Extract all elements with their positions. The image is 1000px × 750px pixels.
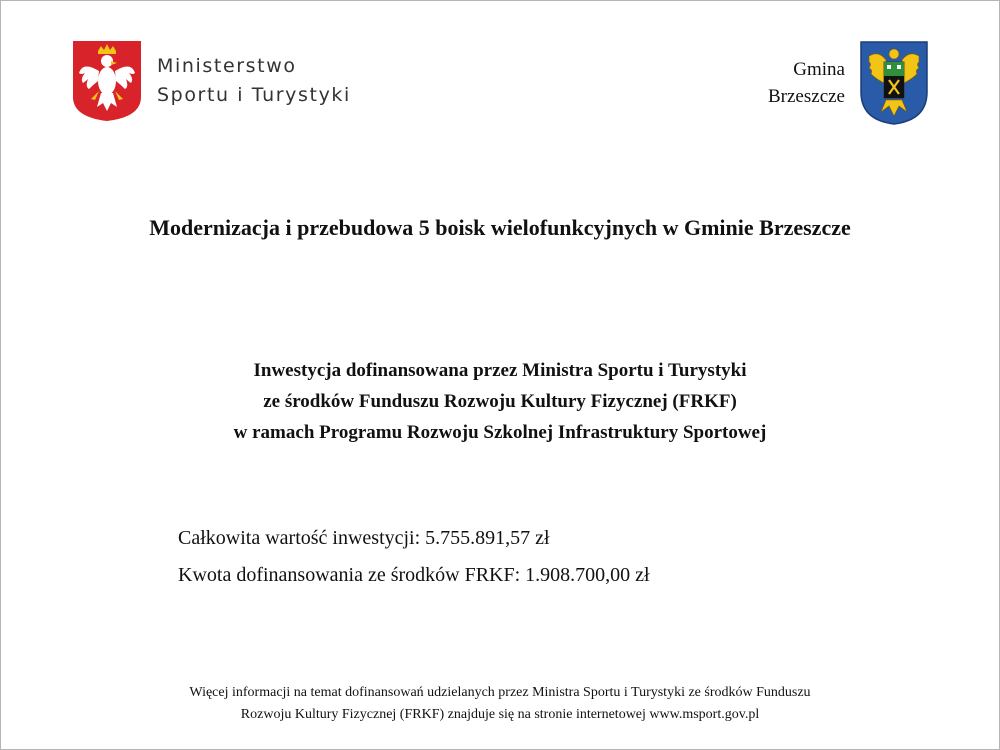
ministry-name-line2: Sportu i Turystyki [157, 84, 351, 106]
ministry-name-line1: Ministerstwo [157, 55, 297, 77]
brzeszcze-coat-of-arms-icon [859, 40, 929, 126]
total-value: Całkowita wartość inwestycji: 5.755.891,57 zł [178, 527, 550, 549]
project-title: Modernizacja i przebudowa 5 boisk wielofunkcyjnych w Gminie Brzeszcze [149, 215, 851, 240]
ministry-header [71, 39, 351, 123]
subsidy-value: Kwota dofinansowania ze środków FRKF: 1.908.700,00 zł [178, 564, 650, 586]
investment-amounts [178, 520, 650, 594]
info-line2: Rozwoju Kultury Fizycznej (FRKF) znajduje się na stronie internetowej www.msport.gov.pl [240, 707, 760, 722]
gmina-name [768, 56, 845, 110]
ministry-name [157, 52, 351, 110]
gmina-name-line1: Gmina [793, 59, 845, 80]
white-eagle-emblem-icon [71, 39, 143, 123]
info-line1: Więcej informacji na temat dofinansowań udzielanych przez Ministra Sportu i Turystyki ze środków Funduszu [189, 685, 811, 700]
gmina-name-line2: Brzeszcze [768, 86, 845, 107]
more-info-note [1, 682, 999, 726]
funding-statement [1, 355, 999, 448]
funding-line1: Inwestycja dofinansowana przez Ministra Sportu i Turystyki [253, 360, 747, 381]
funding-line3: w ramach Programu Rozwoju Szkolnej Infrastruktury Sportowej [233, 422, 767, 443]
funding-line2: ze środków Funduszu Rozwoju Kultury Fizycznej (FRKF) [263, 391, 737, 412]
gmina-header [768, 40, 929, 126]
